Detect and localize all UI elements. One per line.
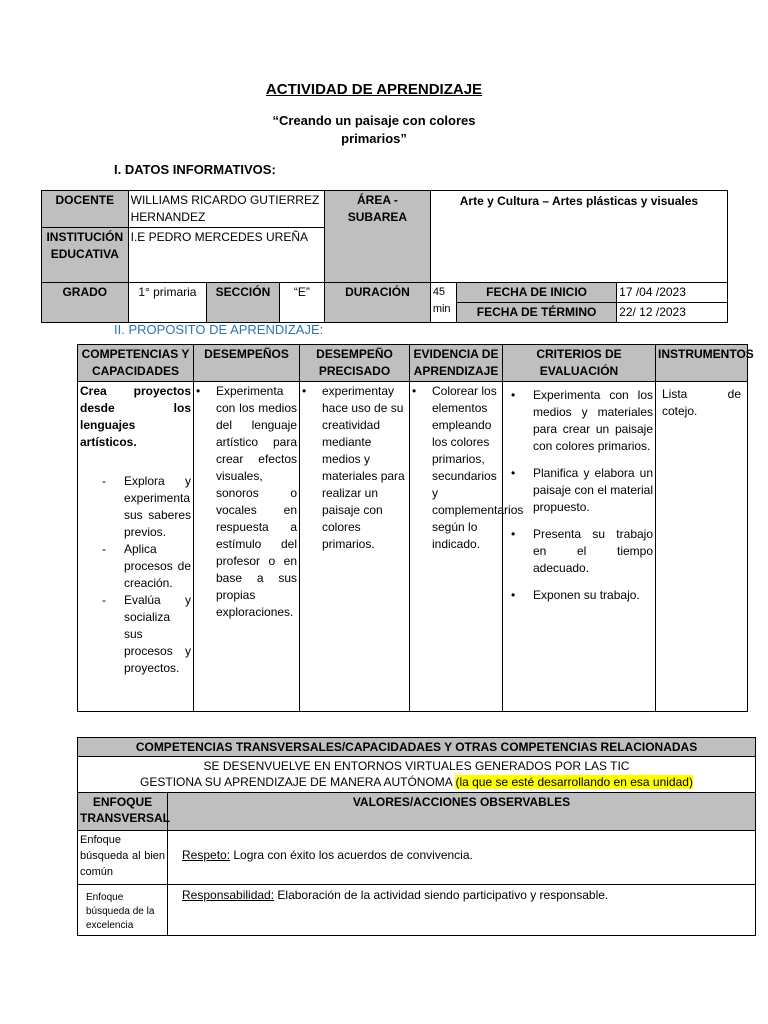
list-item: - Evalúa y socializa sus procesos y proyectos. bbox=[102, 593, 191, 675]
highlight-note: (la que se esté desarrollando en esa unidad) bbox=[455, 775, 693, 789]
valor-responsabilidad: Responsabilidad: Elaboración de la actividad siendo participativo y responsable. bbox=[168, 885, 756, 936]
info-table bbox=[41, 190, 728, 323]
document-title: ACTIVIDAD DE APRENDIZAJE bbox=[265, 81, 483, 98]
institucion-label: INSTITUCIÓN EDUCATIVA bbox=[42, 228, 129, 283]
document-subtitle bbox=[0, 112, 748, 148]
competencias-cell bbox=[78, 382, 194, 712]
section-heading-datos: I. DATOS INFORMATIVOS: bbox=[114, 162, 276, 177]
valor-respeto: Respeto: Logra con éxito los acuerdos de convivencia. bbox=[168, 831, 756, 885]
desempeno-precisado-cell bbox=[300, 382, 410, 712]
enfoque-excelencia: Enfoque búsqueda de la excelencia bbox=[78, 885, 168, 936]
transversales-competencias bbox=[78, 757, 756, 793]
subtitle-line-2: primarios” bbox=[341, 131, 407, 146]
fecha-termino-label: FECHA DE TÉRMINO bbox=[457, 303, 617, 323]
enfoque-header: ENFOQUE TRANSVERSAL bbox=[78, 793, 168, 831]
list-item: • Experimenta con los medios del lenguaje artístico para crear efectos visuales, sonoros o vocales en respuesta a estímulo del profesor o en base a sus propias exploraciones. bbox=[196, 384, 297, 619]
duracion-label: DURACIÓN bbox=[325, 283, 431, 323]
institucion-value: I.E PEDRO MERCEDES UREÑA bbox=[128, 228, 324, 283]
fecha-termino-value: 22/ 12 /2023 bbox=[617, 303, 728, 323]
instrumento-cell: Lista de cotejo. bbox=[656, 382, 748, 712]
evidencia-cell bbox=[410, 382, 524, 712]
transversales-header: COMPETENCIAS TRANSVERSALES/CAPACIDADAES Y OTRAS COMPETENCIAS RELACIONADAS bbox=[78, 738, 756, 757]
list-item: • Presenta su trabajo en el tiempo adecuado. bbox=[511, 527, 653, 575]
valores-header: VALORES/ACCIONES OBSERVABLES bbox=[168, 793, 756, 831]
seccion-label: SECCIÓN bbox=[207, 283, 280, 323]
list-item: - Explora y experimenta sus saberes previos. bbox=[102, 474, 191, 539]
grado-value: 1° primaria bbox=[128, 283, 207, 323]
list-item: • Colorear los elementos empleando los colores primarios, secundarios y complementarios según lo indicado. bbox=[412, 384, 524, 551]
header-competencias: COMPETENCIAS Y CAPACIDADES bbox=[78, 345, 194, 382]
enfoque-bien-comun: Enfoque búsqueda al bien común bbox=[78, 831, 168, 885]
list-item: - Aplica procesos de creación. bbox=[102, 542, 191, 590]
grado-label: GRADO bbox=[42, 283, 129, 323]
area-value: Arte y Cultura – Artes plásticas y visuales bbox=[430, 191, 727, 283]
capacidades-list bbox=[80, 473, 191, 677]
duracion-value: 45 min bbox=[430, 283, 456, 323]
header-evidencia: EVIDENCIA DE APRENDIZAJE bbox=[410, 345, 503, 382]
criterios-list bbox=[505, 387, 653, 604]
proposito-table bbox=[77, 344, 754, 712]
criterios-cell bbox=[503, 382, 656, 712]
subtitle-line-1: “Creando un paisaje con colores bbox=[272, 113, 476, 128]
header-desempenos: DESEMPEÑOS bbox=[194, 345, 300, 382]
transversal-line-2: GESTIONA SU APRENDIZAJE DE MANERA AUTÓNOMA (la que se esté desarrollando en esa unidad) bbox=[140, 775, 693, 789]
header-instrumentos: INSTRUMENTOS bbox=[656, 345, 748, 382]
list-item: • Exponen su trabajo. bbox=[511, 588, 640, 602]
header-desempeno-precisado: DESEMPEÑO PRECISADO bbox=[300, 345, 410, 382]
list-item: • Planifica y elabora un paisaje con el material propuesto. bbox=[511, 466, 653, 514]
docente-value: WILLIAMS RICARDO GUTIERREZ HERNANDEZ bbox=[128, 191, 324, 228]
fecha-inicio-value: 17 /04 /2023 bbox=[617, 283, 728, 303]
transversal-line-1: SE DESENVUELVE EN ENTORNOS VIRTUALES GENERADOS POR LAS TIC bbox=[203, 759, 630, 773]
list-item: • Experimenta con los medios y materiales para crear un paisaje con colores primarios. bbox=[511, 388, 653, 453]
area-label: ÁREA - SUBAREA bbox=[325, 191, 431, 283]
desempeno-cell bbox=[194, 382, 300, 712]
seccion-value: “E” bbox=[279, 283, 324, 323]
header-criterios: CRITERIOS DE EVALUACIÓN bbox=[503, 345, 656, 382]
transversales-table bbox=[77, 737, 756, 936]
list-item: • experimentay hace uso de su creatividad mediante medios y materiales para realizar un paisaje con colores primarios. bbox=[302, 384, 405, 551]
competencia-text: Crea proyectos desde los lenguajes artísticos. bbox=[80, 384, 191, 449]
docente-label: DOCENTE bbox=[42, 191, 129, 228]
fecha-inicio-label: FECHA DE INICIO bbox=[457, 283, 617, 303]
section-heading-proposito: II. PROPOSITO DE APRENDIZAJE: bbox=[114, 322, 324, 337]
